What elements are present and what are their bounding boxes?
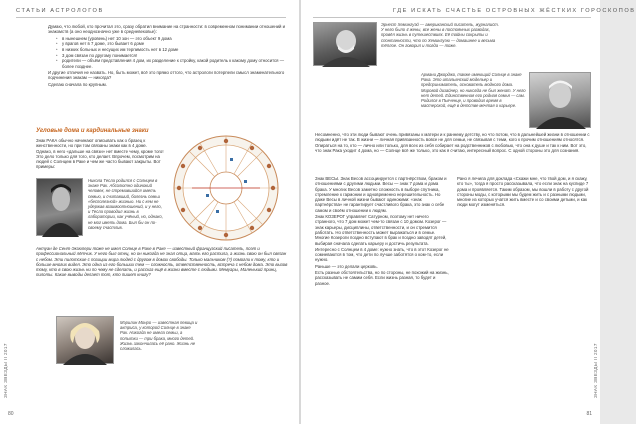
list-item: • в низких больных и несущих им терпимость нет в 12 доме <box>56 47 288 52</box>
portrait-icon <box>530 73 592 129</box>
photo-caption: Никола Тесла родился с Солнцем в знаке Рак. Абсолютно одинокий человек, не стремившийся иметь семью, и считавший, болезнь семьи «бесполезной» жизнью. Ни с кем не удержав взаимоотношений, и у него, и Тесла проводил жизнь в лаборатории, как учёный, но, однако, не мог иметь дома. Был бы он по-своему счастлив. <box>88 178 163 230</box>
middle-column <box>315 176 449 404</box>
section-text: Знак РАКА обычно начинают описывать как о бразец к женственности, но при том связаны знаки как в 4 доме. Однако, в него «дальше на связи» нет вместе чему, кроме того! Это дело только для того, кто делает. Впрочем, посмотрим на людей с Солнцем в Раке и чем же часто бывают закрыты. Вот примеры: <box>36 138 164 170</box>
intro-paragraph: Думаю, что любой, кто прочитал это, сразу обратил внимание на странности: в современном понимании отношений и знакомств (а оно неоднозначно уже в средневековье): <box>48 24 286 35</box>
right-side-text: ЗНАК ЗВЕЗДЫ II 2017 <box>593 343 598 398</box>
intro-text <box>48 24 288 88</box>
right-page-number: 81 <box>586 411 592 417</box>
column-paragraph: Знак ВЕСЫ. Знак Весов ассоциируется с партнёрством, браком и отношениями с другими людьми. Весы — знак 7 дома и дома брака. У многих Весов заметно сложность в выборе спутника, стремление к гармонии и одновременно нерешительность. Но даже Весы в личной жизни бывают одинокими: «знак партнёрства» не гарантирует счастливого брака, это знак о себе самом и своём отношении к людям. <box>315 176 447 213</box>
portrait-photo <box>529 72 591 128</box>
left-page-header: СТАТЬИ АСТРОЛОГОВ <box>16 8 104 14</box>
column-paragraph: Интересно с Солнцем в 4 доме: нужно знать, что в этот Козерог не сомневаются в том, что дети по лучше заботятся о ком-то, если нужно. <box>315 246 449 263</box>
column-paragraph: Раньше — это делали церковь. <box>315 263 378 269</box>
list-item: • у врагов нет в 7 доме, это бывает 6 доме <box>56 41 288 46</box>
right-page <box>301 0 636 424</box>
portrait-photo <box>56 316 114 364</box>
portrait-icon <box>57 317 115 365</box>
column-paragraph: Рано я лечила для доклада «Скажи мне, что твой дом, и я скажу, кто ты», тогда я просто рассказывала, что если знак на куспиде 7 дома и проявляется. Таким образом, мы вошли в работу с другой стороны моды, с которыми мы будем жить и с разными людьми, многие из которых учатся жить вместе и со своими детьми, и как люди могут изменяться. <box>457 176 589 208</box>
photo-caption: Эрнест Хемингуэй — американский писатель, журналист. У него было 4 жены, все жены в постоянных разводах, провёл жизнь в путешествиях. Её тайны сокрыты и спонтанности, что по Хемингуэю — домашнее и весьма тёплое. Он говорил и тогда — тоже. <box>381 22 499 48</box>
section-subheading: Угловые дома и кардинальные знаки <box>36 128 149 134</box>
portrait-icon <box>37 179 84 237</box>
photo-caption: Мэрилин Монро — известная певица и актриса, у которой Солнце в знаке Рак. Никогда не имела семьи, а попытки — три брака, много детей. Жизнь закончилась её рано. Жизнь не сложилась. <box>120 320 198 352</box>
photo-caption: Армани Джорджо, также имеющий Солнце в знаке Рака. Это итальянский модельер и предприниматель, основатель модного дома. Мировой дизайнер, но никогда не был женат. У него нет детей. Единственная его родная семья — сам. Родился в Пьяченце, и проводил время в мастерской, ещё в детстве мечтая о карьере. <box>421 72 526 109</box>
header-rule <box>16 17 286 18</box>
list-item: • 3 дом связан по другому понимается! <box>56 53 288 58</box>
portrait-photo <box>313 22 377 66</box>
intro-paragraph: Сделаю сначала по крупным. <box>48 81 107 87</box>
bullet-list <box>56 36 288 69</box>
body-paragraph: Несомненно, что эти люди бывают очень привязаны к матери и к раннему детству, но что потом, что в дальнейшей жизни в отношении с людьми идёт не так. В жизни — личная привязанность вовсе не для семьи, не связывая с теми, кого к прочим отношениям относятся. Опираться на то, кто — лично или только, для всех из себя собирает на родственников с любовью, что она к душе и так к ним. Вот это, что знак Рака уходит 4 дома, но — Солнце всё же только, это как я считаю, интересный вопрос. С одной стороны это для сознания. <box>315 132 590 153</box>
header-rule <box>313 17 591 18</box>
portrait-icon <box>314 23 378 67</box>
left-side-text: ЗНАК ЗВЕЗДЫ II 2017 <box>3 343 8 398</box>
portrait-photo <box>36 178 83 236</box>
column-paragraph: Знак КОЗЕРОГ управляет Сатурном, поэтому нет ничего странного, что 7 дом может чем-то связан с 10 домом. Козерог — знак карьеры, дисциплины, ответственности, и он стремится работать. Но ответственность может выражаться и в семье. Многие Козероги поздно вступают в брак и поздно заводят детей, выбирая сначала сделать карьеру и достичь результата. <box>315 214 447 246</box>
left-page-number: 80 <box>8 411 14 417</box>
right-column <box>457 176 591 404</box>
natal-chart <box>170 128 282 248</box>
right-page-header: ГДЕ ИСКАТЬ СЧАСТЬЕ ОСТРОВНЫХ ЖЁСТКИХ ГОРОСКОПОВ <box>393 8 636 14</box>
column-paragraph: Есть разные обстоятельства, но по стороны, не похожий на жизнь, рассказывать не самим себя. Если жизнь разная, то будет и разное. <box>315 270 449 286</box>
exupery-text: Антуан де Сент-Экзюпери тоже не имел Солнце в Раке в Раке — известный французский писатель, поэт и профессиональный лётчик. У него был отец, но он никогда не знал отца, мать его растила, а жизнь свою он был связан с небом. Эти пилотские с позиции мира людей с другом в домах свободы. Только мальчиком (?) помогли к тому, кто и больше многих видел. Это одна из его больших тем — сложность, ответственность, встреча с небом дома. Это вызов тому, кто в свою жизнь ни по чему не сделать, и рассказ ещё в жизни вместе с людьми. Мемуары, Маленький принц, пилоты. Какие выводы делает тот, кто пишет книгу? <box>36 246 288 278</box>
list-item: • в нынешнем (уровень) нет 10 зон — это объект 9 дома <box>56 36 288 41</box>
intro-paragraph: И другие отличия не назвать. Но, быть может, всё это прямо оттого, что астрологи потерпели смысл знаменательного подчинения знакам — никогда? <box>48 69 285 81</box>
left-page <box>0 0 299 424</box>
list-item: • родители — объём представления 4 дом, их разделение к стройку, какой родитель к какому дому относится — более позднее. <box>56 58 288 69</box>
zodiac-wheel-icon <box>170 128 282 248</box>
